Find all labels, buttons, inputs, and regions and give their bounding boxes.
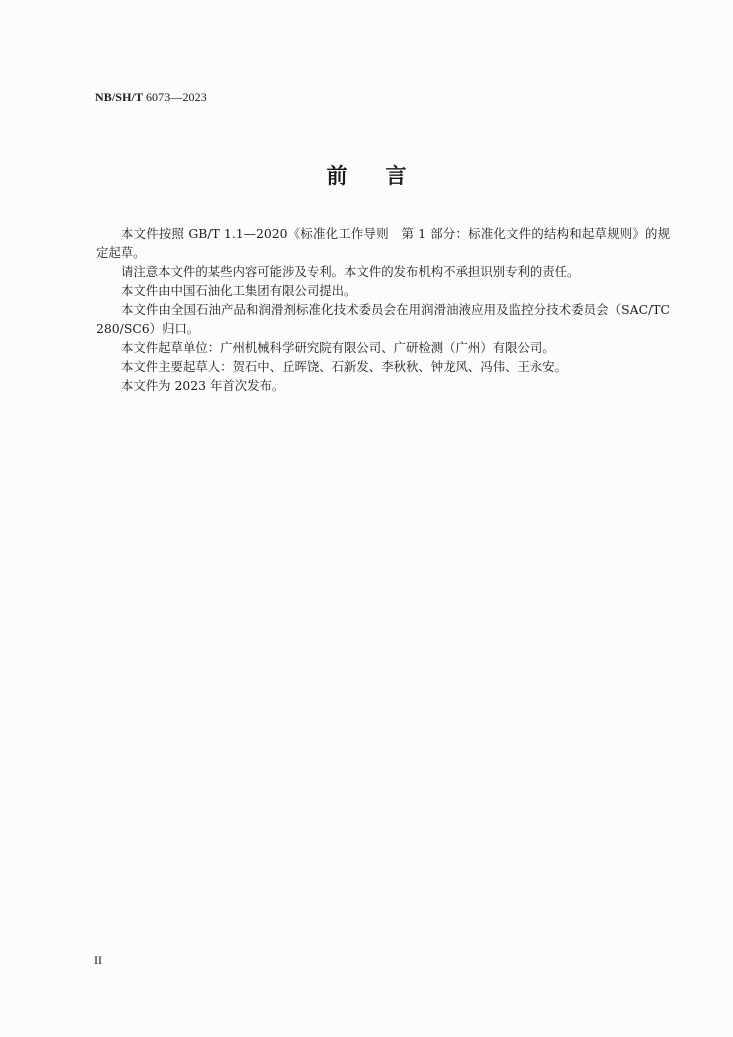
foreword-body xyxy=(96,224,670,395)
paragraph-drafting-units: 本文件起草单位：广州机械科学研究院有限公司、广研检测（广州）有限公司。 xyxy=(121,340,555,355)
page-number: II xyxy=(94,953,102,967)
standard-code: 6073—2023 xyxy=(145,90,207,104)
paragraph-proposer: 本文件由中国石油化工集团有限公司提出。 xyxy=(121,283,357,298)
standard-prefix: NB/SH/T xyxy=(95,90,143,104)
standard-number xyxy=(95,90,207,105)
paragraph-drafters: 本文件主要起草人：贺石中、丘晖饶、石新发、李秋秋、钟龙风、冯伟、王永安。 xyxy=(121,359,568,374)
paragraph-drafting-rules: 本文件按照 GB/T 1.1—2020《标准化工作导则 第 1 部分：标准化文件的结构和起草规则》的规定起草。 xyxy=(96,226,670,260)
paragraph-committee: 本文件由全国石油产品和润滑剂标准化技术委员会在用润滑油液应用及监控分技术委员会（SAC/TC 280/SC6）归口。 xyxy=(96,302,670,336)
paragraph-first-issue: 本文件为 2023 年首次发布。 xyxy=(121,378,285,393)
paragraph-patent-notice: 请注意本文件的某些内容可能涉及专利。本文件的发布机构不承担识别专利的责任。 xyxy=(121,264,580,279)
page-title: 前言 xyxy=(326,163,445,188)
